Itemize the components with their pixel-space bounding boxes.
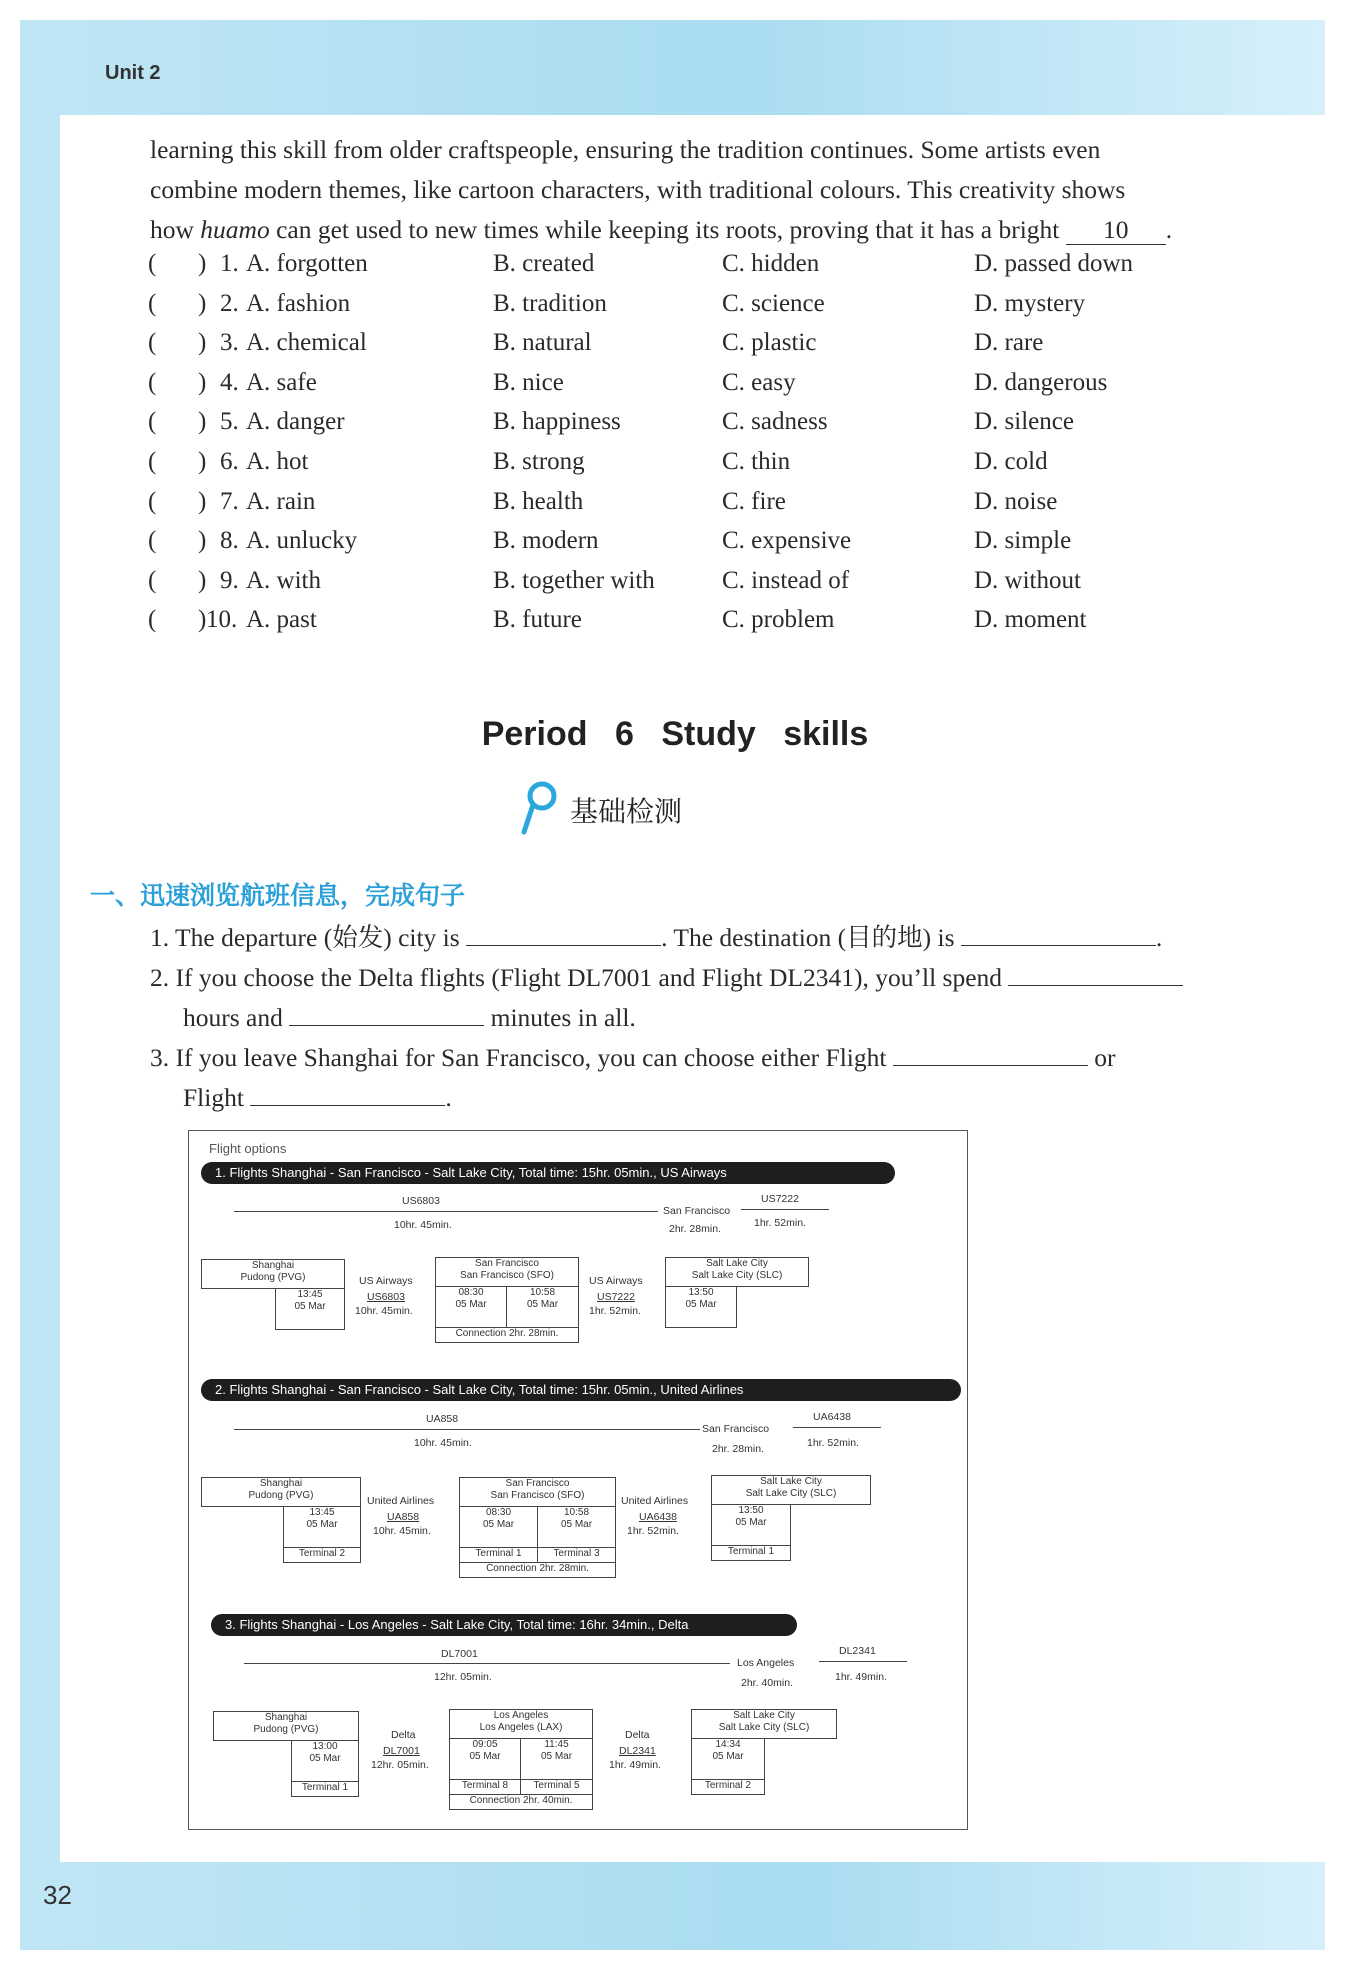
question-number: 2. — [220, 289, 239, 317]
timeline-leg1 — [234, 1429, 700, 1430]
leg1-time: 12hr. 05min. — [434, 1671, 492, 1683]
passage — [150, 130, 1240, 250]
q-text: If you leave Shanghai for San Francisco, you can choose either Flight — [175, 1043, 893, 1072]
dep-time: 13:45 — [297, 1289, 323, 1300]
choice-d: D. silence — [974, 408, 1074, 436]
choice-b: B. natural — [493, 329, 592, 357]
flight-options-box — [188, 1130, 968, 1830]
bracket-open: ( — [148, 408, 157, 436]
choice-c: C. problem — [722, 606, 835, 634]
question-number: 5. — [220, 408, 239, 436]
leg1-time: 10hr. 45min. — [414, 1437, 472, 1449]
q-number: 2. — [150, 963, 170, 992]
hub-airport: San Francisco (SFO) — [460, 1270, 554, 1281]
dep-box — [291, 1740, 359, 1782]
section-heading: 一、迅速浏览航班信息，完成句子 — [90, 881, 466, 910]
airline1: United Airlines — [367, 1495, 435, 1507]
choice-d: D. noise — [974, 487, 1058, 515]
dur2: 1hr. 52min. — [589, 1305, 641, 1317]
dep2-time: 10:58 — [529, 1287, 556, 1298]
choice-b: B. created — [493, 250, 595, 277]
magnifier-icon — [520, 780, 560, 843]
option-row — [148, 606, 1248, 646]
connection-time: 2hr. 40min. — [741, 1677, 793, 1689]
question-1 — [150, 918, 1162, 958]
q-text: . The destination (目的地) is — [661, 923, 961, 952]
hub-box — [435, 1257, 579, 1287]
choice-d: D. without — [974, 566, 1081, 594]
answer-bracket[interactable]: ) — [198, 447, 207, 475]
dep2-terminal: Terminal 5 — [520, 1779, 593, 1795]
question-number: 6. — [220, 447, 239, 475]
leg1-code: US6803 — [402, 1195, 440, 1207]
bracket-open: ( — [148, 289, 157, 317]
answer-bracket[interactable]: ) — [198, 250, 207, 277]
fin-time: 14:34 — [715, 1739, 741, 1750]
answer-bracket[interactable]: ) — [198, 606, 207, 634]
leg1-time: 10hr. 45min. — [394, 1219, 452, 1231]
hub-box — [459, 1477, 616, 1507]
question-number: 7. — [220, 487, 239, 515]
flight1: UA858 — [387, 1511, 420, 1523]
dur2: 1hr. 49min. — [609, 1759, 661, 1771]
choice-a: A. safe — [246, 368, 317, 396]
option-row — [148, 448, 1248, 488]
question-3 — [150, 1038, 1115, 1078]
flight-1-header: 1. Flights Shanghai - San Francisco - Salt Lake City, Total time: 15hr. 05min., US Airways — [201, 1162, 895, 1184]
arr-time: 09:05 — [472, 1739, 498, 1750]
question-2-cont — [183, 998, 636, 1038]
answer-blank[interactable] — [466, 919, 661, 946]
hub-city: San Francisco — [475, 1258, 539, 1269]
bracket-open: ( — [148, 447, 157, 475]
hub-city: Los Angeles — [493, 1710, 549, 1721]
dest-airport: Salt Lake City (SLC) — [745, 1488, 837, 1499]
choice-b: B. modern — [493, 527, 599, 555]
passage-line: learning this skill from older craftspeople, ensuring the tradition continues. Some artists even — [150, 135, 1101, 164]
flight-options-label: Flight options — [209, 1141, 287, 1156]
fin-box — [665, 1286, 737, 1328]
origin-box — [201, 1259, 345, 1289]
answer-bracket[interactable]: ) — [198, 527, 207, 555]
answer-bracket[interactable]: ) — [198, 408, 207, 436]
origin-airport: Pudong (PVG) — [240, 1272, 306, 1283]
bottom-banner — [20, 1862, 1325, 1950]
choice-d: D. dangerous — [974, 368, 1108, 396]
fin-date: 05 Mar — [712, 1751, 744, 1762]
option-row — [148, 329, 1248, 369]
choice-a: A. fashion — [246, 289, 351, 317]
flight2: US7222 — [597, 1291, 635, 1303]
choice-b: B. health — [493, 487, 584, 515]
choice-c: C. thin — [722, 447, 791, 475]
dep-time: 13:00 — [312, 1741, 338, 1752]
timeline-leg2 — [819, 1661, 907, 1662]
dur1: 12hr. 05min. — [371, 1759, 429, 1771]
option-row — [148, 369, 1248, 409]
italic-term: huamo — [200, 215, 270, 244]
answer-blank[interactable] — [289, 999, 484, 1026]
connection-box: Connection 2hr. 28min. — [459, 1562, 616, 1578]
origin-city: Shanghai — [259, 1478, 303, 1489]
flight2: UA6438 — [639, 1511, 677, 1523]
mid-city: San Francisco — [702, 1423, 770, 1435]
choice-b: B. nice — [493, 368, 564, 396]
q-number: 1. — [150, 923, 170, 952]
q-text: hours and — [183, 1003, 290, 1032]
choice-b: B. strong — [493, 447, 585, 475]
dur1: 10hr. 45min. — [355, 1305, 413, 1317]
connection-time: 2hr. 28min. — [669, 1223, 721, 1235]
answer-blank[interactable] — [961, 919, 1156, 946]
dep2-time: 10:58 — [563, 1507, 590, 1518]
answer-blank[interactable] — [250, 1079, 445, 1106]
arr-date: 05 Mar — [469, 1751, 501, 1762]
choice-c: C. expensive — [722, 527, 852, 555]
dep-terminal: Terminal 2 — [283, 1547, 361, 1563]
connection-box: Connection 2hr. 28min. — [435, 1327, 579, 1343]
page-number: 32 — [43, 1880, 72, 1910]
fin-terminal: Terminal 2 — [691, 1779, 765, 1795]
passage-line: combine modern themes, like cartoon characters, with traditional colours. This creativity shows — [150, 175, 1126, 204]
option-row — [148, 250, 1248, 290]
hub-box — [449, 1709, 593, 1739]
arr-time: 08:30 — [458, 1287, 484, 1298]
dep-date: 05 Mar — [294, 1301, 326, 1312]
bracket-open: ( — [148, 329, 157, 357]
subtitle-text: 基础检测 — [570, 795, 683, 828]
arr-date: 05 Mar — [455, 1299, 487, 1310]
timeline-leg1 — [244, 1663, 730, 1664]
bracket-open: ( — [148, 527, 157, 555]
flight-2-header: 2. Flights Shanghai - San Francisco - Salt Lake City, Total time: 15hr. 05min., United Airlines — [201, 1379, 961, 1401]
dep2-terminal: Terminal 3 — [537, 1547, 616, 1563]
dest-box — [665, 1257, 809, 1287]
mid-city: Los Angeles — [737, 1657, 795, 1669]
choice-a: A. danger — [246, 408, 345, 436]
unit-label: Unit 2 — [105, 62, 161, 84]
dep2-date: 05 Mar — [540, 1751, 573, 1762]
answer-blank[interactable] — [1008, 959, 1183, 986]
dest-box — [711, 1475, 871, 1505]
top-banner — [20, 20, 1325, 115]
arr-box — [435, 1286, 507, 1328]
choice-c: C. hidden — [722, 250, 820, 277]
fin-date: 05 Mar — [685, 1299, 717, 1310]
arr-date: 05 Mar — [482, 1519, 515, 1530]
timeline-leg2 — [741, 1209, 829, 1210]
passage-text: how — [150, 215, 201, 244]
fin-box — [691, 1738, 765, 1780]
choice-d: D. moment — [974, 606, 1087, 634]
dest-airport: Salt Lake City (SLC) — [718, 1722, 810, 1733]
arr-time: 08:30 — [485, 1507, 512, 1518]
bracket-open: ( — [148, 250, 157, 277]
dest-airport: Salt Lake City (SLC) — [691, 1270, 783, 1281]
fin-time: 13:50 — [688, 1287, 714, 1298]
leg2-code: UA6438 — [813, 1411, 851, 1423]
dur1: 10hr. 45min. — [373, 1525, 431, 1537]
question-number: 3. — [220, 329, 239, 357]
choice-c: C. easy — [722, 368, 796, 396]
choice-a: A. unlucky — [246, 527, 358, 555]
choice-c: C. sadness — [722, 408, 828, 436]
choice-a: A. past — [246, 606, 317, 634]
choice-d: D. passed down — [974, 250, 1134, 277]
choice-a: A. with — [246, 566, 321, 594]
answer-bracket[interactable]: ) — [198, 289, 207, 317]
choice-c: C. science — [722, 289, 825, 317]
leg2-time: 1hr. 52min. — [807, 1437, 859, 1449]
flight2: DL2341 — [619, 1745, 656, 1757]
dep-date: 05 Mar — [306, 1519, 338, 1530]
fin-terminal: Terminal 1 — [711, 1545, 791, 1561]
leg2-time: 1hr. 52min. — [754, 1217, 806, 1229]
choice-a: A. chemical — [246, 329, 367, 357]
leg2-code: DL2341 — [839, 1645, 876, 1657]
flight1: DL7001 — [383, 1745, 420, 1757]
dep-box — [275, 1288, 345, 1330]
dep2-box — [506, 1286, 579, 1328]
q-text: If you choose the Delta flights (Flight DL7001 and Flight DL2341), you’ll spend — [175, 963, 1009, 992]
bracket-open: ( — [148, 606, 157, 634]
question-number: 1. — [220, 250, 239, 277]
question-number: 4. — [220, 368, 239, 396]
leg1-code: DL7001 — [441, 1648, 478, 1660]
subtitle — [570, 790, 682, 830]
leg2-code: US7222 — [761, 1193, 799, 1205]
option-row — [148, 488, 1248, 528]
choice-a: A. forgotten — [246, 250, 368, 277]
answer-bracket[interactable]: ) — [198, 329, 207, 357]
answer-bracket[interactable]: ) — [198, 487, 207, 515]
origin-airport: Pudong (PVG) — [248, 1490, 314, 1501]
choice-b: B. happiness — [493, 408, 621, 436]
bracket-open: ( — [148, 566, 157, 594]
arr-box — [459, 1506, 538, 1548]
question-3-cont — [183, 1078, 452, 1118]
airline2: Delta — [625, 1729, 650, 1741]
dep-box — [283, 1506, 361, 1548]
airline2: United Airlines — [621, 1495, 689, 1507]
flight1: US6803 — [367, 1291, 405, 1303]
option-row — [148, 527, 1248, 567]
flight-3-header: 3. Flights Shanghai - Los Angeles - Salt Lake City, Total time: 16hr. 34min., Delta — [211, 1614, 797, 1636]
option-row — [148, 408, 1248, 448]
timeline-leg2 — [793, 1427, 881, 1428]
dur2: 1hr. 52min. — [627, 1525, 679, 1537]
choice-b: B. tradition — [493, 289, 607, 317]
fin-time: 13:50 — [738, 1505, 764, 1516]
dep2-date: 05 Mar — [560, 1519, 593, 1530]
choice-d: D. cold — [974, 447, 1048, 475]
choice-b: B. future — [493, 606, 582, 634]
dest-city: Salt Lake City — [706, 1258, 768, 1269]
question-number: 9. — [220, 566, 239, 594]
origin-airport: Pudong (PVG) — [253, 1724, 319, 1735]
dep-terminal: Terminal 1 — [291, 1781, 359, 1797]
dep2-box — [537, 1506, 616, 1548]
period-mark: . — [1165, 215, 1173, 244]
q-text: Flight — [183, 1083, 251, 1112]
question-number: 8. — [220, 527, 239, 555]
question-2 — [150, 958, 1183, 998]
bracket-open: ( — [148, 368, 157, 396]
dest-city: Salt Lake City — [733, 1710, 795, 1721]
option-row — [148, 567, 1248, 607]
origin-city: Shanghai — [251, 1260, 295, 1271]
options-list — [148, 250, 1248, 646]
choice-d: D. mystery — [974, 289, 1086, 317]
q-text: or — [1087, 1043, 1116, 1072]
answer-bracket[interactable]: ) — [198, 368, 207, 396]
choice-d: D. rare — [974, 329, 1044, 357]
dep2-box — [520, 1738, 593, 1780]
dep2-time: 11:45 — [544, 1739, 569, 1750]
option-row — [148, 290, 1248, 330]
blank-10: 10 — [1066, 216, 1166, 245]
fin-date: 05 Mar — [735, 1517, 767, 1528]
airline2: US Airways — [589, 1275, 643, 1287]
fin-box — [711, 1504, 791, 1546]
dest-box — [691, 1709, 837, 1739]
dep2-date: 05 Mar — [526, 1299, 559, 1310]
choice-c: C. instead of — [722, 566, 850, 594]
q-text: The departure (始发) city is — [175, 923, 467, 952]
leg1-code: UA858 — [426, 1413, 459, 1425]
choice-c: C. plastic — [722, 329, 817, 357]
arr-terminal: Terminal 1 — [459, 1547, 538, 1563]
left-banner — [20, 20, 60, 1950]
leg2-time: 1hr. 49min. — [835, 1671, 887, 1683]
dep-time: 13:45 — [309, 1507, 335, 1518]
answer-blank[interactable] — [893, 1039, 1088, 1066]
hub-airport: Los Angeles (LAX) — [479, 1722, 563, 1733]
q-text: minutes in all. — [484, 1003, 636, 1032]
choice-b: B. together with — [493, 566, 655, 594]
connection-box: Connection 2hr. 40min. — [449, 1794, 593, 1810]
q-text: . — [445, 1083, 452, 1112]
q-text: . — [1155, 923, 1163, 952]
choice-c: C. fire — [722, 487, 786, 515]
question-number: 10. — [206, 606, 238, 634]
airline1: Delta — [391, 1729, 416, 1741]
answer-bracket[interactable]: ) — [198, 566, 207, 594]
q-number: 3. — [150, 1043, 170, 1072]
hub-airport: San Francisco (SFO) — [490, 1490, 585, 1501]
choice-a: A. hot — [246, 447, 309, 475]
arr-box — [449, 1738, 521, 1780]
passage-text: can get used to new times while keeping its roots, proving that it has a bright — [269, 215, 1066, 244]
dep-date: 05 Mar — [309, 1753, 341, 1764]
origin-city: Shanghai — [264, 1712, 308, 1723]
period-title: Period 6 Study skills — [481, 715, 869, 753]
arr-terminal: Terminal 8 — [449, 1779, 521, 1795]
mid-city: San Francisco — [663, 1205, 731, 1217]
passage-line — [150, 210, 1240, 250]
origin-box — [201, 1477, 361, 1507]
bracket-open: ( — [148, 487, 157, 515]
origin-box — [213, 1711, 359, 1741]
airline1: US Airways — [359, 1275, 413, 1287]
choice-a: A. rain — [246, 487, 316, 515]
choice-d: D. simple — [974, 527, 1072, 555]
timeline-leg1 — [234, 1211, 658, 1212]
connection-time: 2hr. 28min. — [712, 1443, 764, 1455]
hub-city: San Francisco — [505, 1478, 570, 1489]
dest-city: Salt Lake City — [760, 1476, 822, 1487]
